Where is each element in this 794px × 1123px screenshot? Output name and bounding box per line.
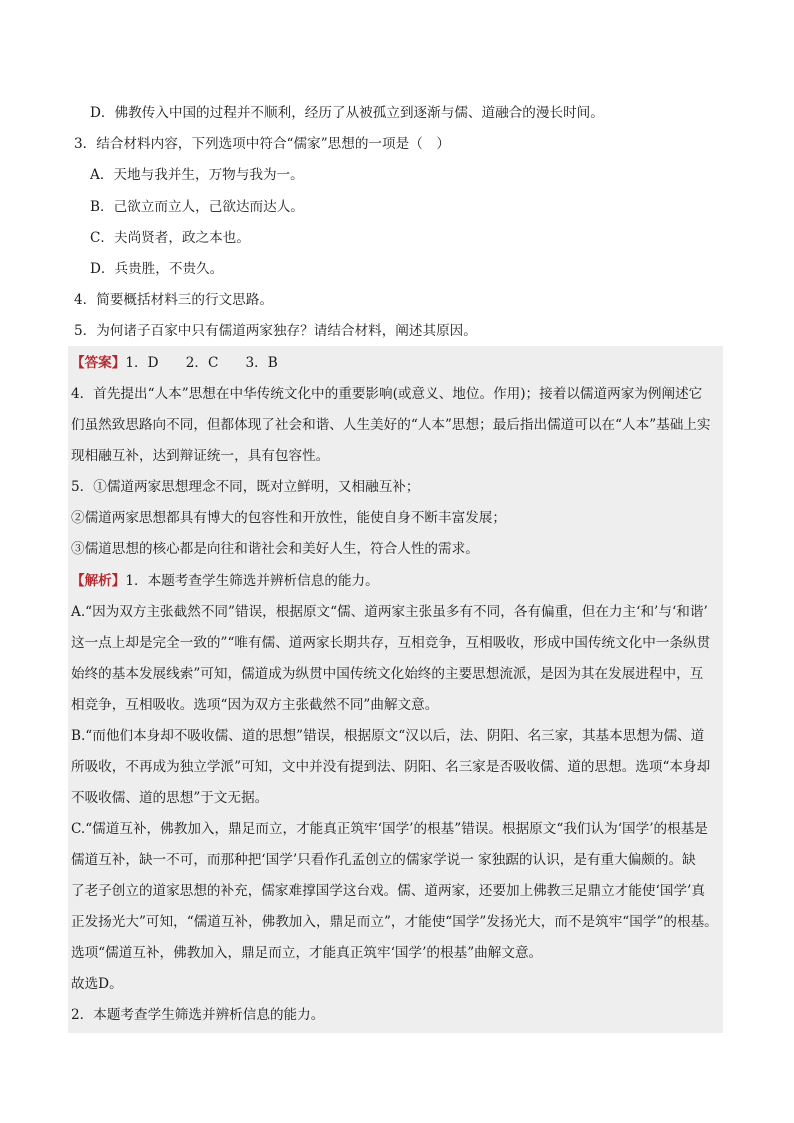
q3-option-d: D．兵贵胜，不贵久。 [90,261,224,277]
q3-option-c: C．夫尚贤者，政之本也。 [90,230,250,246]
answer4-line-2: 们虽然致思路向不同，但都体现了社会和谐、人生美好的“人本”思想；最后指出儒道可以在“人本”基础上实 [71,417,711,433]
analysis-label: 【解析】 [71,573,126,589]
q2-option-d: D．佛教传入中国的过程并不顺利，经历了从被孤立到逐渐与儒、道融合的漫长时间。 [90,105,604,121]
analysis-intro: 1．本题考查学生筛选并辨析信息的能力。 [125,573,379,589]
analysis-line-2: 这一点上却是完全一致的”“唯有儒、道两家长期共存，互相竞争，互相吸收，形成中国传统文化中一条纵贯 [71,635,711,651]
answer5-line-3: ③儒道思想的核心都是向往和谐社会和美好人生，符合人性的需求。 [71,541,479,557]
q5-stem: 5．为何诸子百家中只有儒道两家独存？请结合材料，阐述其原因。 [74,323,477,339]
analysis-intro-line [71,572,379,590]
answer4-line-3: 现相融互补，达到辩证统一，具有包容性。 [71,448,330,464]
q3-stem: 3．结合材料内容，下列选项中符合“儒家”思想的一项是（ ） [74,136,450,152]
analysis-line-9: 儒道互补，缺一不可，而那种把‘国学’只看作孔孟创立的儒家学说一 家独踞的认识，是有重大偏颇的。缺 [71,852,696,868]
q4-stem: 4．简要概括材料三的行文思路。 [74,292,273,308]
answer-label: 【答案】 [71,355,126,371]
answer4-line-1: 4．首先提出“人本”思想在中华传统文化中的重要影响(或意义、地位。作用)；接着以儒道两家为例阐述它 [71,386,703,402]
analysis-line-14: 2．本题考查学生筛选并辨析信息的能力。 [71,1007,325,1023]
analysis-line-3: 始终的基本发展线索”可知，儒道成为纵贯中国传统文化始终的主要思想流派，是因为其在发展进程中，互 [71,666,704,682]
analysis-line-7: 不吸收儒、道的思想”于文无据。 [71,790,269,806]
answer5-line-2: ②儒道两家思想都具有博大的包容性和开放性，能使自身不断丰富发展； [71,510,506,526]
q3-option-b: B．己欲立而立人，己欲达而达人。 [90,199,304,215]
analysis-line-13: 故选D。 [71,976,123,992]
analysis-line-5: B.“而他们本身却不吸收儒、道的思想”错误，根据原文“汉以后，法、阴阳、名三家，其基本思想为儒、道 [71,728,705,744]
analysis-line-12: 选项“儒道互补，佛教加入，鼎足而立，才能真正筑牢‘国学’的根基”曲解文意。 [71,945,543,961]
analysis-line-8: C.“儒道互补，佛教加入，鼎足而立，才能真正筑牢‘国学’的根基”错误。根据原文“我们认为‘国学’的根基是 [71,821,708,837]
analysis-line-4: 相竞争，互相吸收。选项“因为双方主张截然不同”曲解文意。 [71,697,439,713]
analysis-line-6: 所吸收，不再成为独立学派”可知，文中并没有提到法、阴阳、名三家是否吸收儒、道的思想。选项“本身却 [71,759,711,775]
analysis-line-10: 了老子创立的道家思想的补充，儒家难撑国学这台戏。儒、道两家，还要加上佛教三足鼎立才能使‘国学’真 [71,883,705,899]
answer5-line-1: 5．①儒道两家思想理念不同，既对立鲜明，又相融互补； [71,479,420,495]
analysis-line-11: 正发扬光大”可知，“儒道互补，佛教加入，鼎足而立”，才能使“国学”发扬光大，而不是筑牢“国学”的根基。 [71,914,718,930]
answer-choices-line [71,354,278,372]
q3-option-a: A．天地与我并生，万物与我为一。 [90,167,304,183]
analysis-line-1: A.“因为双方主张截然不同”错误，根据原文“儒、道两家主张虽多有不同，各有偏重，但在力主‘和’与‘和谐’ [71,604,708,620]
answer-choices: 1．D 2．C 3．B [125,355,278,371]
